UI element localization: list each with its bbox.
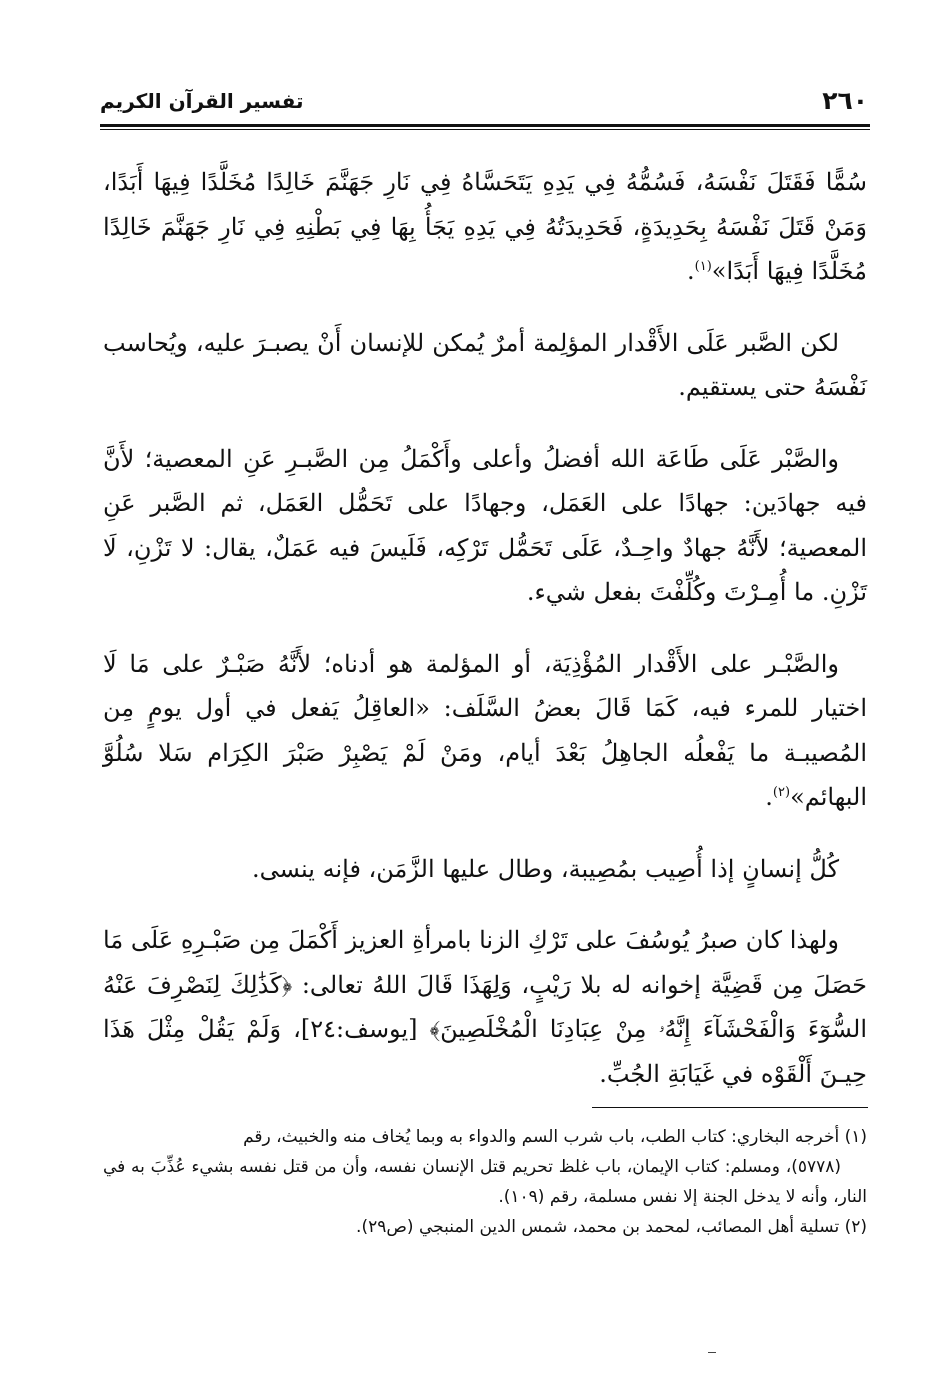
footnote-ref-1: (١) <box>694 259 712 274</box>
paragraph-patience-calamity: لكن الصَّبر عَلَى الأَقْدار المؤلِمة أمرٌ يُمكن للإنسان أَنْ يصبـرَ عليه، ويُحاسب نَفْسَهُ حتى يستقيم. <box>103 328 867 401</box>
paragraph-forgetting: كُلُّ إنسانٍ إذا أُصِيب بمُصِيبة، وطال عليها الزَّمَن، فإنه ينسى. <box>251 854 839 883</box>
footnote-2: (٢) تسلية أهل المصائب، لمحمد بن محمد، شمس الدين المنبجي (ص٢٩). <box>356 1217 867 1237</box>
page-number: ٢٦٠ <box>822 86 868 115</box>
paragraph-patience-obedience: والصَّبْر عَلَى طَاعَة الله أفضلُ وأعلى وأَكْمَلُ مِن الصَّبـرِ عَنِ المعصية؛ لأَنَّ فيه جهادَين: جهادًا على العَمَل، وجهادًا على تَحَمُّل العَمَل، ثم الصَّبر عَنِ المعصية؛ لأَنَّهُ جهادٌ واحِـدٌ، عَلَى تَحَمُّل تَرْكِه، فَلَيسَ فيه عَمَلٌ، يقال: لا تَزْنِ، لَا تَزْنِ. ما أُمِـرْتَ وكُلِّفْتَ بفعل شيء. <box>103 444 867 606</box>
footnote-separator <box>592 1107 868 1108</box>
paragraph-yusuf: ولهذا كان صبرُ يُوسُفَ على تَرْكِ الزنا بامرأةِ العزيز أَكْمَلَ مِن صَبْـرِهِ عَلَى مَا حَصَلَ مِن قَضِيَّة إخوانه له بلا رَيْبٍ، وَلِهَذَا قَالَ اللهُ تعالى: ﴿كَذَٰلِكَ لِنَصْرِفَ عَنْهُ السُّوٓءَ وَالْفَحْشَآءَ إِنَّهُۥ مِنْ عِبَادِنَا الْمُخْلَصِينَ﴾ [يوسف:٢٤]، وَلَمْ يَقُلْ مِثْلَ هَذَا حِيـنَ أَلْقَوْه في غَيَابَةِ الجُبِّ. <box>103 926 867 1088</box>
footnote-ref-2: (٢) <box>772 785 791 800</box>
header-rule-thin <box>100 129 870 130</box>
main-text <box>103 160 867 1096</box>
page-header <box>100 86 868 120</box>
paragraph-patience-harm: والصَّبْـر على الأَقْدار المُؤْذِيَة، أو المؤلمة هو أدناه؛ لأَنَّهُ صَبْـرٌ على مَا لَا اختيار للمرء فيه، كَمَا قَالَ بعضُ السَّلَف: «العاقِلُ يَفعل في أول يومٍ مِن المُصيبـة ما يَفْعلُه الجاهِلُ بَعْدَ أيام، ومَنْ لَمْ يَصْبِرْ صَبْرَ الكِرَام سَلا سُلُوَّ البهائم»$^{(٢)}$. <box>103 649 867 811</box>
paragraph-hadith-end: سُمًّا فَقَتَلَ نَفْسَهُ، فَسُمُّهُ فِي يَدِهِ يَتَحَسَّاهُ فِي نَارِ جَهَنَّمَ خَالِدًا مُخَلَّدًا فِيهَا أَبَدًا، وَمَنْ قَتَلَ نَفْسَهُ بِحَدِيدَةٍ، فَحَدِيدَتُهُ فِي يَدِهِ يَجَأُ بِهَا فِي بَطْنِهِ فِي نَارِ جَهَنَّمَ خَالِدًا مُخَلَّدًا فِيهَا أَبَدًا»$^{(١)}$. <box>103 168 867 285</box>
footnotes <box>103 1122 867 1242</box>
header-rule <box>100 124 870 127</box>
running-title: تفسير القرآن الكريم <box>100 89 304 113</box>
footnote-1: (١) أخرجه البخاري: كتاب الطب، باب شرب السم والدواء به وبما يُخاف منه والخبيث، رقم (٥٧٧٨)، ومسلم: كتاب الإيمان، باب غلظ تحريم قتل الإنسان نفسه، وأن من قتل نفسه بشيء عُذِّبَ به في النار، وأنه لا يدخل الجنة إلا نفس مسلمة، رقم (١٠٩). <box>103 1127 867 1207</box>
bottom-mark <box>708 1352 716 1353</box>
